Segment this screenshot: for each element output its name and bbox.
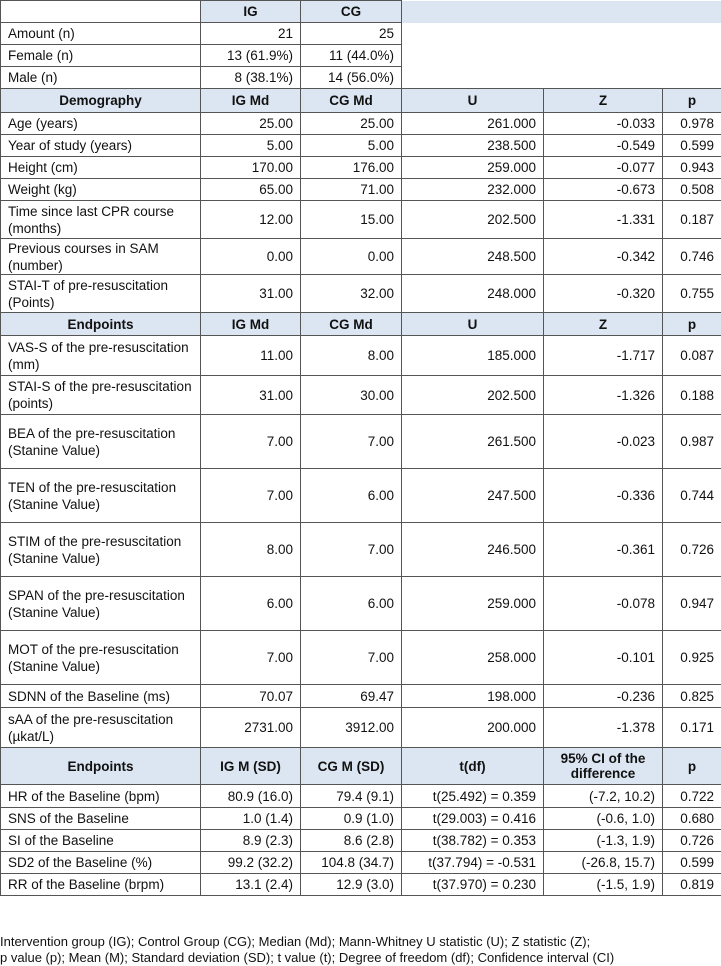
table-cell: (-1.3, 1.9) [544,830,663,852]
footnote-line: Intervention group (IG); Control Group (CG); Median (Md); Mann-Whitney U statistic (U); Z statistic (Z); [0,934,591,949]
row-label: SPAN of the pre-resuscitation (Stanine Value) [1,577,201,631]
table-cell: 7.00 [201,415,301,469]
table-cell: -0.549 [544,135,663,157]
table-row [1,631,721,685]
row-label: RR of the Baseline (brpm) [1,874,201,896]
header-cell [1,1,201,23]
table-cell: 2731.00 [201,708,301,748]
table-footnote [0,934,721,966]
table-cell: 8.00 [201,523,301,577]
table-cell: -0.320 [544,275,663,313]
table-cell: 21 [201,23,301,45]
section-header-row [1,748,721,785]
table-cell: 200.000 [402,708,544,748]
row-label: HR of the Baseline (bpm) [1,785,201,808]
header-cell: IG [201,1,301,23]
row-label: Female (n) [1,45,201,67]
header-cell: p [663,748,721,785]
header-cell: CG [301,1,402,23]
table-cell: 0.755 [663,275,721,313]
header-cell: CG M (SD) [301,748,402,785]
table-row [1,135,721,157]
table-cell: 0.978 [663,113,721,135]
header-cell: CG Md [301,313,402,336]
table-cell: 247.500 [402,469,544,523]
table-cell: 0.947 [663,577,721,631]
table-cell: 259.000 [402,577,544,631]
table-cell: 0.00 [301,239,402,275]
table-cell: -0.673 [544,179,663,201]
header-cell: p [663,89,721,113]
table-row [1,708,721,748]
row-label: SNS of the Baseline [1,808,201,830]
header-cell: U [402,313,544,336]
table-cell: 176.00 [301,157,402,179]
table-row [1,785,721,808]
header-cell: Demography [1,89,201,113]
header-cell: Z [544,313,663,336]
table-cell: 0.744 [663,469,721,523]
table-cell: 71.00 [301,179,402,201]
table-cell: -0.023 [544,415,663,469]
table-cell: 185.000 [402,336,544,376]
header-cell: IG Md [201,89,301,113]
table-row [1,415,721,469]
table-cell: 11.00 [201,336,301,376]
table-cell: 5.00 [201,135,301,157]
table-cell: 31.00 [201,275,301,313]
table-cell: 6.00 [301,469,402,523]
row-label: Male (n) [1,67,201,89]
header-cell: CG Md [301,89,402,113]
table-cell: 8 (38.1%) [201,67,301,89]
row-label: MOT of the pre-resuscitation (Stanine Value) [1,631,201,685]
table-row [1,874,721,896]
table-cell: -0.361 [544,523,663,577]
row-label: sAA of the pre-resuscitation (µkat/L) [1,708,201,748]
table-cell: 12.00 [201,201,301,239]
table-cell: 0.825 [663,685,721,708]
table-cell: 0.9 (1.0) [301,808,402,830]
header-cell: 95% CI of the difference [544,748,663,785]
table-cell: 13.1 (2.4) [201,874,301,896]
row-label: SD2 of the Baseline (%) [1,852,201,874]
table-cell: 6.00 [301,577,402,631]
table-cell: 261.500 [402,415,544,469]
table-cell: 0.087 [663,336,721,376]
row-label: STAI-T of pre-resuscitation (Points) [1,275,201,313]
table-cell: 32.00 [301,275,402,313]
table-cell: -0.342 [544,239,663,275]
table-cell: t(38.782) = 0.353 [402,830,544,852]
header-cell: IG Md [201,313,301,336]
table-row [1,157,721,179]
row-label: Weight (kg) [1,179,201,201]
row-label: SDNN of the Baseline (ms) [1,685,201,708]
table-row [1,113,721,135]
table-row [1,852,721,874]
table-row [1,808,721,830]
table-cell: -0.033 [544,113,663,135]
table-cell: 0.987 [663,415,721,469]
empty-cell [402,67,721,89]
empty-cell [402,23,721,45]
table-cell: 79.4 (9.1) [301,785,402,808]
header-cell: t(df) [402,748,544,785]
table-cell: 1.0 (1.4) [201,808,301,830]
group-header-row [1,1,721,23]
table-row [1,469,721,523]
table-row [1,830,721,852]
empty-cell [402,45,721,67]
table-cell: 0.187 [663,201,721,239]
row-label: Time since last CPR course (months) [1,201,201,239]
table-cell: 0.819 [663,874,721,896]
table-cell: 30.00 [301,376,402,415]
table-cell: (-0.6, 1.0) [544,808,663,830]
table-cell: 3912.00 [301,708,402,748]
table-cell: -1.717 [544,336,663,376]
table-cell: 0.599 [663,135,721,157]
table-cell: 7.00 [201,469,301,523]
row-label: STIM of the pre-resuscitation (Stanine Value) [1,523,201,577]
table-cell: 232.000 [402,179,544,201]
header-cell: U [402,89,544,113]
table-cell: t(37.970) = 0.230 [402,874,544,896]
header-cell: IG M (SD) [201,748,301,785]
table-cell: -1.331 [544,201,663,239]
table-cell: 7.00 [201,631,301,685]
row-label: Age (years) [1,113,201,135]
table-cell: 15.00 [301,201,402,239]
table-row [1,67,721,89]
row-label: Previous courses in SAM (number) [1,239,201,275]
table-cell: 238.500 [402,135,544,157]
row-label: Amount (n) [1,23,201,45]
table-cell: 31.00 [201,376,301,415]
table-cell: -0.077 [544,157,663,179]
table-cell: 248.000 [402,275,544,313]
table-cell: 13 (61.9%) [201,45,301,67]
table-cell: 0.171 [663,708,721,748]
table-row [1,275,721,313]
section-header-row [1,313,721,336]
table-cell: 0.726 [663,523,721,577]
table-cell: 170.00 [201,157,301,179]
table-cell: 25 [301,23,402,45]
table-cell: (-7.2, 10.2) [544,785,663,808]
table-cell: (-1.5, 1.9) [544,874,663,896]
table-cell: 8.6 (2.8) [301,830,402,852]
header-cell: Endpoints [1,313,201,336]
table-cell: 202.500 [402,376,544,415]
table-row [1,336,721,376]
table-row [1,376,721,415]
header-cell: Z [544,89,663,113]
table-cell: 25.00 [301,113,402,135]
row-label: BEA of the pre-resuscitation (Stanine Value) [1,415,201,469]
table-cell: 70.07 [201,685,301,708]
table-cell: 7.00 [301,415,402,469]
table-cell: 0.722 [663,785,721,808]
table-row [1,23,721,45]
table-cell: 202.500 [402,201,544,239]
table-cell: 6.00 [201,577,301,631]
table-cell: -0.236 [544,685,663,708]
table-cell: -0.078 [544,577,663,631]
header-cell: Endpoints [1,748,201,785]
table-cell: (-26.8, 15.7) [544,852,663,874]
header-cell: p [663,313,721,336]
section-header-row [1,89,721,113]
table-cell: 8.9 (2.3) [201,830,301,852]
table-row [1,577,721,631]
table-row [1,179,721,201]
table-row [1,685,721,708]
table-cell: 7.00 [301,631,402,685]
table-cell: 104.8 (34.7) [301,852,402,874]
table-cell: 259.000 [402,157,544,179]
table-cell: -0.101 [544,631,663,685]
table-cell: t(25.492) = 0.359 [402,785,544,808]
row-label: TEN of the pre-resuscitation (Stanine Value) [1,469,201,523]
table-cell: 248.500 [402,239,544,275]
table-cell: 0.599 [663,852,721,874]
table-cell: 0.746 [663,239,721,275]
table-cell: 80.9 (16.0) [201,785,301,808]
table-row [1,239,721,275]
table-cell: 261.000 [402,113,544,135]
row-label: STAI-S of the pre-resuscitation (points) [1,376,201,415]
table-cell: 0.508 [663,179,721,201]
table-row [1,45,721,67]
table-cell: 25.00 [201,113,301,135]
table-cell: -0.336 [544,469,663,523]
table-cell: -1.326 [544,376,663,415]
table-cell: 8.00 [301,336,402,376]
table-cell: 12.9 (3.0) [301,874,402,896]
table-cell: 0.680 [663,808,721,830]
row-label: SI of the Baseline [1,830,201,852]
footnote-line: p value (p); Mean (M); Standard deviation (SD); t value (t); Degree of freedom (df); Confidence interval (CI) [0,950,615,965]
table-cell: t(29.003) = 0.416 [402,808,544,830]
table-cell: 258.000 [402,631,544,685]
table-cell: 0.943 [663,157,721,179]
table-cell: 0.188 [663,376,721,415]
table-cell: -1.378 [544,708,663,748]
table-cell: t(37.794) = -0.531 [402,852,544,874]
table-cell: 0.925 [663,631,721,685]
table-cell: 0.726 [663,830,721,852]
empty-cell [402,1,721,23]
table-cell: 99.2 (32.2) [201,852,301,874]
row-label: VAS-S of the pre-resuscitation (mm) [1,336,201,376]
table-cell: 198.000 [402,685,544,708]
table-cell: 0.00 [201,239,301,275]
table-row [1,523,721,577]
table-cell: 246.500 [402,523,544,577]
table-cell: 14 (56.0%) [301,67,402,89]
row-label: Year of study (years) [1,135,201,157]
table-cell: 69.47 [301,685,402,708]
table-row [1,201,721,239]
table-cell: 65.00 [201,179,301,201]
table-cell: 11 (44.0%) [301,45,402,67]
row-label: Height (cm) [1,157,201,179]
table-cell: 5.00 [301,135,402,157]
table-cell: 7.00 [301,523,402,577]
